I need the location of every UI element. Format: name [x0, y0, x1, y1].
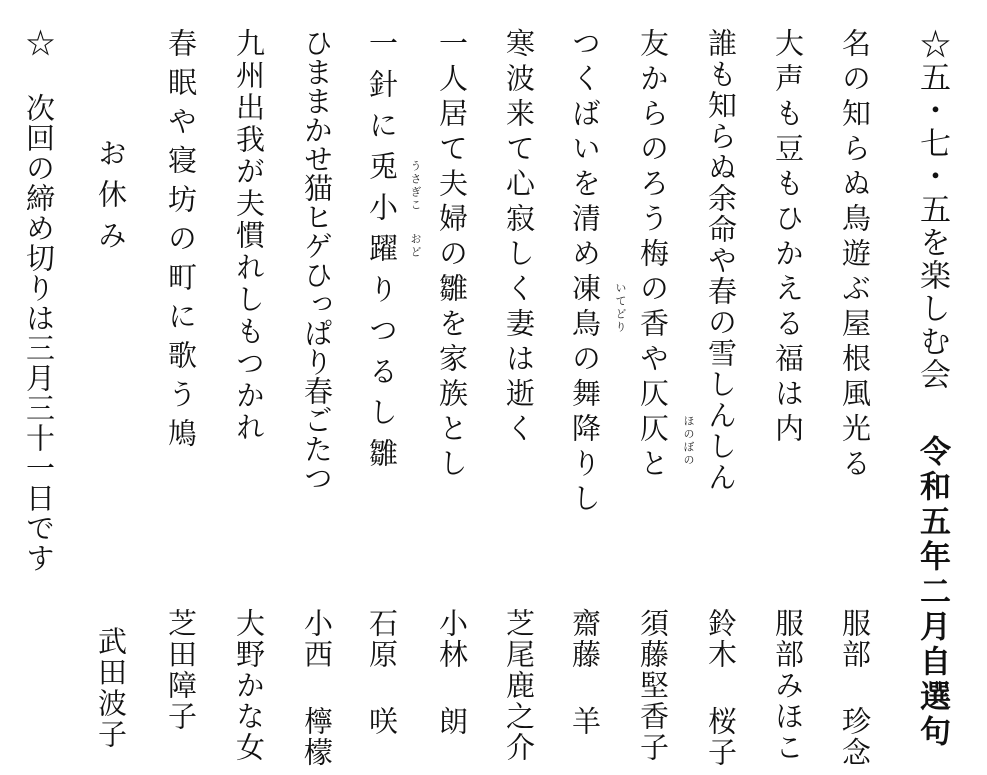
poem-column [504, 28, 548, 768]
rest-label: お休み [94, 138, 128, 261]
poem-text: 一人居て夫婦の雛を家族とし [435, 28, 469, 483]
poem-author: 小林 朗 [435, 608, 469, 737]
page-title: ☆五・七・五を楽しむ会 [914, 28, 950, 391]
poem-author: 芝尾鹿之介 [502, 608, 536, 763]
ruby-usagiko: うさぎこ [409, 160, 422, 212]
poem-column [706, 28, 750, 768]
title-column [916, 28, 960, 768]
ruby-honobono: ほのぼの [682, 415, 695, 467]
rest-author: 武田波子 [94, 626, 128, 750]
poem-author: 服部みほこ [771, 608, 805, 763]
poem-text: 春眠や寝坊の町に歌う鳩 [164, 28, 198, 457]
poem-column [367, 28, 411, 768]
poem-author: 服部 珍念 [838, 608, 872, 768]
poem-column [302, 28, 346, 768]
ruby-itedori: いてどり [614, 282, 627, 334]
poem-author: 石原 咲 [365, 608, 399, 737]
poem-column [437, 28, 481, 768]
issue-date: 令和五年二月自選句 [914, 435, 950, 750]
poem-author: 鈴木 桜子 [704, 608, 738, 768]
notice-column [24, 28, 68, 768]
poem-text: 名の知らぬ鳥遊ぶ屋根風光る [838, 28, 872, 483]
ruby-odo: おど [409, 233, 422, 259]
poem-author: 須藤堅香子 [636, 608, 670, 763]
poem-column [840, 28, 884, 768]
poem-text: 誰も知らぬ余命や春の雪しんしん [704, 28, 738, 493]
rest-column [96, 28, 140, 768]
poem-author: 小西 檸檬 [300, 608, 334, 768]
poem-column [166, 28, 210, 768]
poem-text: 一針に兎小躍りつるし雛 [365, 28, 399, 479]
poem-author: 齋藤 羊 [568, 608, 602, 737]
poem-column [234, 28, 278, 768]
poem-text: 九州出我が夫慣れしもつかれ [232, 28, 266, 444]
poem-author: 芝田障子 [164, 608, 198, 732]
deadline-notice: ☆ 次回の締め切りは三月三十一日です [22, 28, 56, 573]
poem-text: 友からのろう梅の香や仄仄と [636, 28, 670, 483]
poem-column [570, 28, 614, 768]
poem-column [773, 28, 817, 768]
poem-text: 寒波来て心寂しく妻は逝く [502, 28, 536, 448]
poem-text: つくばいを清め凍鳥の舞降りし [568, 28, 602, 518]
poem-text: 大声も豆もひかえる福は内 [771, 28, 805, 448]
poem-column [638, 28, 682, 768]
poem-text: ひままかせ猫ヒゲひっぱり春ごたつ [300, 28, 334, 492]
poem-author: 大野かな女 [232, 608, 266, 763]
